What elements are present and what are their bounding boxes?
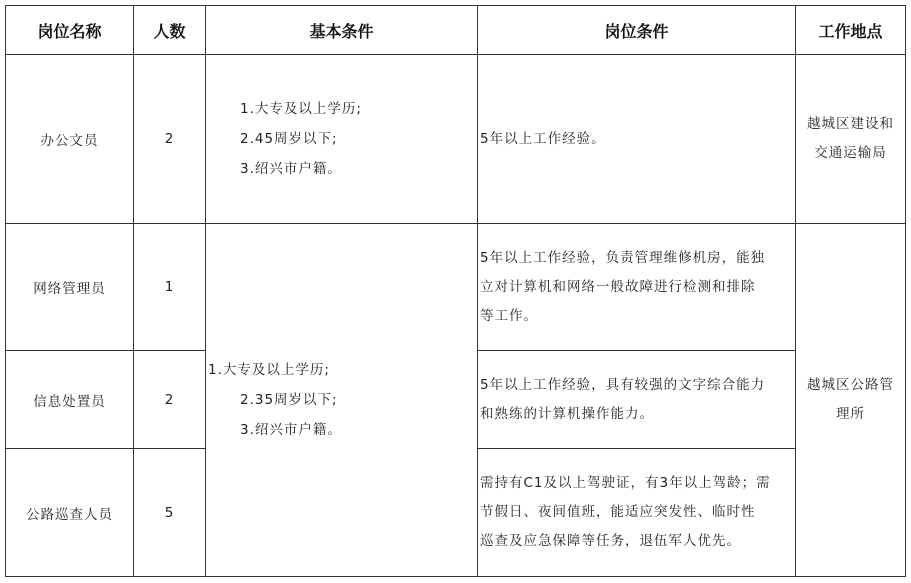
basic-cell <box>206 55 478 224</box>
header-basic: 基本条件 <box>206 6 478 55</box>
location-cell <box>796 55 906 224</box>
header-count: 人数 <box>134 6 206 55</box>
recruitment-table <box>5 5 906 577</box>
shared-basic-cell <box>206 224 478 577</box>
count-cell: 2 <box>134 351 206 449</box>
requirement-cell: 5年以上工作经验。 <box>478 55 796 224</box>
basic-line: 2.45周岁以下; <box>240 131 338 147</box>
shared-location-cell <box>796 224 906 577</box>
requirement-line: 立对计算机和网络一般故障进行检测和排除 <box>480 278 756 295</box>
requirement-line: 等工作。 <box>480 307 538 324</box>
requirement-cell <box>478 224 796 351</box>
position-cell: 信息处置员 <box>6 351 134 449</box>
basic-line: 3.绍兴市户籍。 <box>240 161 342 177</box>
count-cell: 1 <box>134 224 206 351</box>
basic-line: 3.绍兴市户籍。 <box>240 422 342 438</box>
table-row <box>6 55 906 224</box>
header-location: 工作地点 <box>796 6 906 55</box>
header-row <box>6 6 906 55</box>
requirement-line: 节假日、夜间值班，能适应突发性、临时性 <box>480 504 756 520</box>
requirement-cell <box>478 449 796 577</box>
basic-line: 1.大专及以上学历; <box>208 362 330 378</box>
basic-line: 1.大专及以上学历; <box>240 101 362 117</box>
header-requirement: 岗位条件 <box>478 6 796 55</box>
requirement-cell <box>478 351 796 449</box>
count-cell: 5 <box>134 449 206 577</box>
table-row <box>6 224 906 351</box>
requirement-line: 巡查及应急保障等任务，退伍军人优先。 <box>480 533 741 549</box>
header-position: 岗位名称 <box>6 6 134 55</box>
basic-line: 2.35周岁以下; <box>240 392 338 408</box>
location-line: 理所 <box>836 406 865 422</box>
position-cell: 网络管理员 <box>6 224 134 351</box>
location-line: 越城区公路管 <box>807 377 894 393</box>
requirement-line: 5年以上工作经验，具有较强的文字综合能力 <box>480 376 766 393</box>
requirement-line: 5年以上工作经验，负责管理维修机房，能独 <box>480 249 766 266</box>
location-line: 交通运输局 <box>814 145 887 161</box>
location-line: 越城区建设和 <box>807 116 894 132</box>
requirement-line: 和熟练的计算机操作能力。 <box>480 405 654 422</box>
position-cell: 公路巡查人员 <box>6 449 134 577</box>
count-cell: 2 <box>134 55 206 224</box>
position-cell: 办公文员 <box>6 55 134 224</box>
requirement-line: 需持有C1及以上驾驶证，有3年以上驾龄；需 <box>480 475 771 491</box>
